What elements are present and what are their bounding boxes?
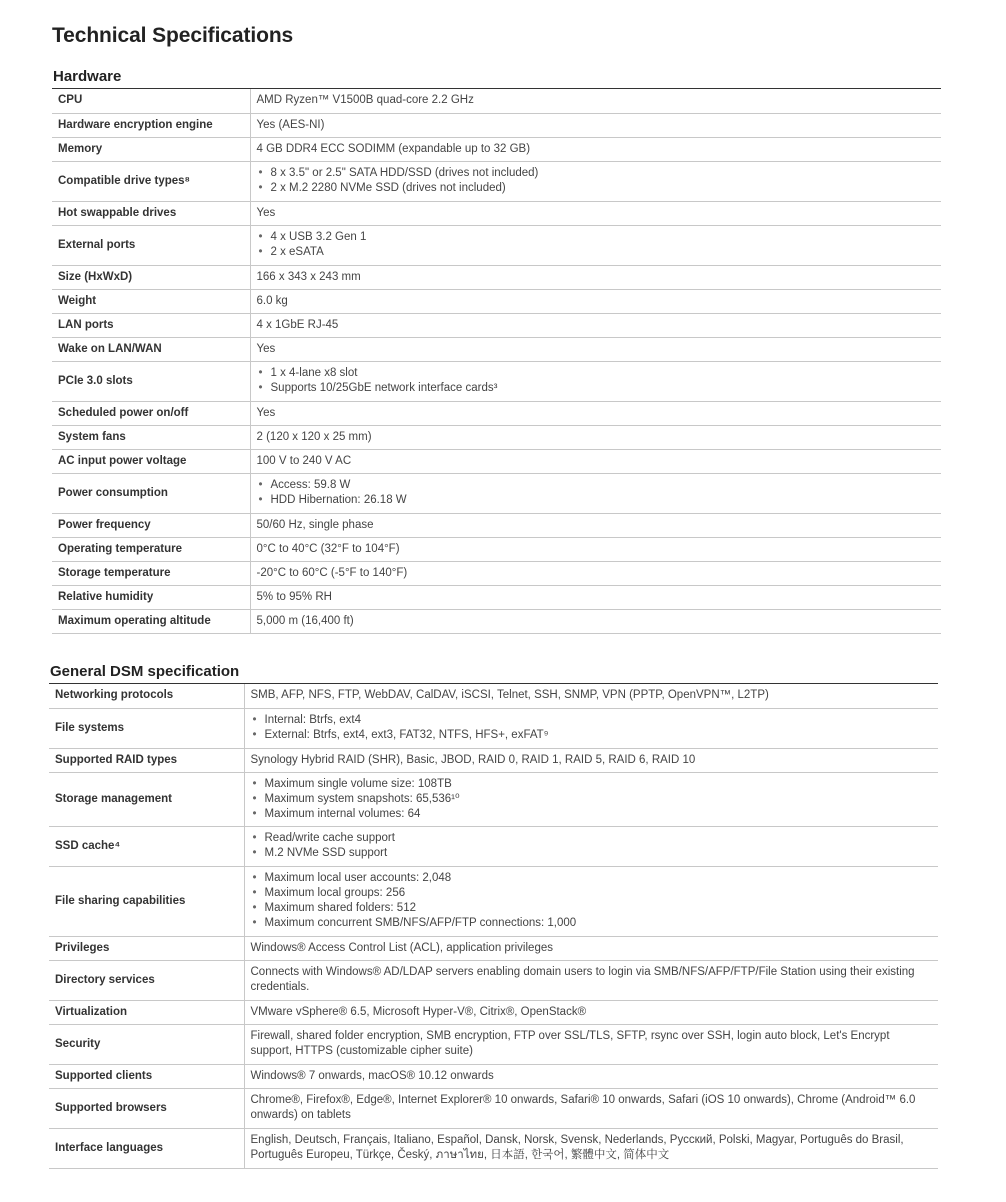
spec-row-interface-languages (49, 1128, 938, 1168)
spec-row-operating-temperature (52, 537, 941, 561)
spec-label: AC input power voltage (52, 449, 250, 473)
spec-value-item: • 2 x eSATA (257, 245, 936, 260)
spec-value-item: • Maximum shared folders: 512 (251, 901, 933, 916)
spec-label: Supported clients (49, 1064, 244, 1088)
spec-row-cpu (52, 89, 941, 113)
spec-value: -20°C to 60°C (-5°F to 140°F) (250, 561, 941, 585)
spec-value: Firewall, shared folder encryption, SMB encryption, FTP over SSL/TLS, SFTP, rsync over SSH, login auto block, Let's Encrypt support, HTTPS (customizable cipher suite) (244, 1024, 938, 1064)
spec-value (250, 361, 941, 401)
spec-row-supported-clients (49, 1064, 938, 1088)
spec-value: 6.0 kg (250, 289, 941, 313)
spec-label: Hot swappable drives (52, 201, 250, 225)
spec-label: PCIe 3.0 slots (52, 361, 250, 401)
hardware-heading: Hardware (52, 66, 941, 89)
spec-value-item: • Supports 10/25GbE network interface cards³ (257, 381, 936, 396)
spec-label: Hardware encryption engine (52, 113, 250, 137)
spec-value: Windows® Access Control List (ACL), application privileges (244, 936, 938, 960)
spec-value-item: • 4 x USB 3.2 Gen 1 (257, 230, 936, 245)
spec-row-supported-raid-types (49, 748, 938, 772)
spec-value-list (257, 230, 936, 260)
spec-row-power-consumption (52, 473, 941, 513)
spec-value: Chrome®, Firefox®, Edge®, Internet Explorer® 10 onwards, Safari® 10 onwards, Safari (iOS 10 onwards), Chrome (Android™ 6.0 onwards) on tablets (244, 1088, 938, 1128)
spec-row-security (49, 1024, 938, 1064)
spec-row-hot-swappable-drives (52, 201, 941, 225)
spec-row-privileges (49, 936, 938, 960)
spec-label: Networking protocols (49, 684, 244, 708)
spec-label: Virtualization (49, 1000, 244, 1024)
spec-label: Maximum operating altitude (52, 609, 250, 633)
spec-row-wake-on-lan-wan (52, 337, 941, 361)
spec-value (244, 772, 938, 826)
spec-label: LAN ports (52, 313, 250, 337)
spec-label: Security (49, 1024, 244, 1064)
spec-label: Storage management (49, 772, 244, 826)
hardware-spec-table (52, 89, 941, 634)
spec-label: Supported RAID types (49, 748, 244, 772)
spec-value: Yes (250, 337, 941, 361)
hardware-section (52, 66, 941, 634)
spec-row-file-sharing-capabilities (49, 866, 938, 936)
spec-label: File systems (49, 708, 244, 748)
spec-value: 5% to 95% RH (250, 585, 941, 609)
spec-value (244, 826, 938, 866)
spec-row-power-frequency (52, 513, 941, 537)
spec-label: File sharing capabilities (49, 866, 244, 936)
spec-row-networking-protocols (49, 684, 938, 708)
spec-row-supported-browsers (49, 1088, 938, 1128)
spec-value-list (257, 478, 936, 508)
spec-row-compatible-drive-types (52, 161, 941, 201)
page-title: Technical Specifications (52, 24, 294, 47)
spec-value-list (251, 777, 933, 822)
spec-value-item: • Internal: Btrfs, ext4 (251, 713, 933, 728)
spec-value-list (251, 831, 933, 861)
spec-label: System fans (52, 425, 250, 449)
spec-value (244, 866, 938, 936)
spec-value: Connects with Windows® AD/LDAP servers enabling domain users to login via SMB/NFS/AFP/FTP/File Station using their existing credentials. (244, 960, 938, 1000)
spec-row-memory (52, 137, 941, 161)
spec-value (244, 708, 938, 748)
spec-label: Interface languages (49, 1128, 244, 1168)
spec-value: 166 x 343 x 243 mm (250, 265, 941, 289)
spec-label: Memory (52, 137, 250, 161)
spec-value-item: • 1 x 4-lane x8 slot (257, 366, 936, 381)
spec-label: Compatible drive types⁸ (52, 161, 250, 201)
spec-value (250, 161, 941, 201)
spec-row-storage-management (49, 772, 938, 826)
spec-value: VMware vSphere® 6.5, Microsoft Hyper-V®, Citrix®, OpenStack® (244, 1000, 938, 1024)
spec-row-ssd-cache (49, 826, 938, 866)
spec-value-item: • Maximum system snapshots: 65,536¹⁰ (251, 792, 933, 807)
spec-value: 2 (120 x 120 x 25 mm) (250, 425, 941, 449)
spec-value: AMD Ryzen™ V1500B quad-core 2.2 GHz (250, 89, 941, 113)
spec-label: CPU (52, 89, 250, 113)
spec-row-ac-input-power-voltage (52, 449, 941, 473)
spec-value-item: • 8 x 3.5" or 2.5" SATA HDD/SSD (drives not included) (257, 166, 936, 181)
spec-row-relative-humidity (52, 585, 941, 609)
spec-label: Wake on LAN/WAN (52, 337, 250, 361)
spec-row-weight (52, 289, 941, 313)
spec-value: 50/60 Hz, single phase (250, 513, 941, 537)
spec-value: Yes (250, 401, 941, 425)
spec-value-item: • Maximum concurrent SMB/NFS/AFP/FTP connections: 1,000 (251, 916, 933, 931)
spec-label: Power consumption (52, 473, 250, 513)
spec-value-item: • Access: 59.8 W (257, 478, 936, 493)
spec-value: 4 GB DDR4 ECC SODIMM (expandable up to 32 GB) (250, 137, 941, 161)
spec-value (250, 225, 941, 265)
spec-value: English, Deutsch, Français, Italiano, Español, Dansk, Norsk, Svensk, Nederlands, Русский, Polski, Magyar, Português do Brasil, Português Europeu, Türkçe, Český, ภาษาไทย, 日本語, 한국어, 繁體中文, 简体中文 (244, 1128, 938, 1168)
spec-label: Power frequency (52, 513, 250, 537)
spec-value-item: • 2 x M.2 2280 NVMe SSD (drives not included) (257, 181, 936, 196)
spec-value-item: • Maximum local user accounts: 2,048 (251, 871, 933, 886)
spec-value: Yes (AES-NI) (250, 113, 941, 137)
spec-row-pcie-3-0-slots (52, 361, 941, 401)
dsm-section (49, 661, 938, 1169)
spec-value-item: • Maximum single volume size: 108TB (251, 777, 933, 792)
spec-value: 0°C to 40°C (32°F to 104°F) (250, 537, 941, 561)
spec-row-storage-temperature (52, 561, 941, 585)
spec-value-item: • Maximum internal volumes: 64 (251, 807, 933, 822)
spec-value-list (257, 166, 936, 196)
spec-row-maximum-operating-altitude (52, 609, 941, 633)
spec-row-hardware-encryption-engine (52, 113, 941, 137)
spec-label: Supported browsers (49, 1088, 244, 1128)
spec-value-list (251, 871, 933, 931)
spec-value (250, 473, 941, 513)
spec-label: Storage temperature (52, 561, 250, 585)
spec-value: 4 x 1GbE RJ-45 (250, 313, 941, 337)
spec-row-external-ports (52, 225, 941, 265)
spec-label: SSD cache⁴ (49, 826, 244, 866)
spec-label: Operating temperature (52, 537, 250, 561)
spec-label: External ports (52, 225, 250, 265)
spec-value-item: • Maximum local groups: 256 (251, 886, 933, 901)
spec-row-file-systems (49, 708, 938, 748)
spec-row-lan-ports (52, 313, 941, 337)
spec-value-item: • External: Btrfs, ext4, ext3, FAT32, NTFS, HFS+, exFAT⁹ (251, 728, 933, 743)
spec-value: Windows® 7 onwards, macOS® 10.12 onwards (244, 1064, 938, 1088)
spec-row-system-fans (52, 425, 941, 449)
spec-row-scheduled-power-on-off (52, 401, 941, 425)
spec-value-list (251, 713, 933, 743)
spec-label: Relative humidity (52, 585, 250, 609)
spec-value-list (257, 366, 936, 396)
spec-label: Directory services (49, 960, 244, 1000)
spec-label: Scheduled power on/off (52, 401, 250, 425)
spec-value: Synology Hybrid RAID (SHR), Basic, JBOD, RAID 0, RAID 1, RAID 5, RAID 6, RAID 10 (244, 748, 938, 772)
spec-value: 100 V to 240 V AC (250, 449, 941, 473)
spec-value-item: • M.2 NVMe SSD support (251, 846, 933, 861)
spec-value: Yes (250, 201, 941, 225)
dsm-heading: General DSM specification (49, 661, 938, 684)
spec-row-directory-services (49, 960, 938, 1000)
spec-label: Weight (52, 289, 250, 313)
spec-label: Size (HxWxD) (52, 265, 250, 289)
spec-row-size-hxwxd (52, 265, 941, 289)
spec-value: 5,000 m (16,400 ft) (250, 609, 941, 633)
spec-label: Privileges (49, 936, 244, 960)
spec-row-virtualization (49, 1000, 938, 1024)
spec-value-item: • Read/write cache support (251, 831, 933, 846)
spec-value-item: • HDD Hibernation: 26.18 W (257, 493, 936, 508)
dsm-spec-table (49, 684, 938, 1169)
spec-value: SMB, AFP, NFS, FTP, WebDAV, CalDAV, iSCSI, Telnet, SSH, SNMP, VPN (PPTP, OpenVPN™, L2TP) (244, 684, 938, 708)
